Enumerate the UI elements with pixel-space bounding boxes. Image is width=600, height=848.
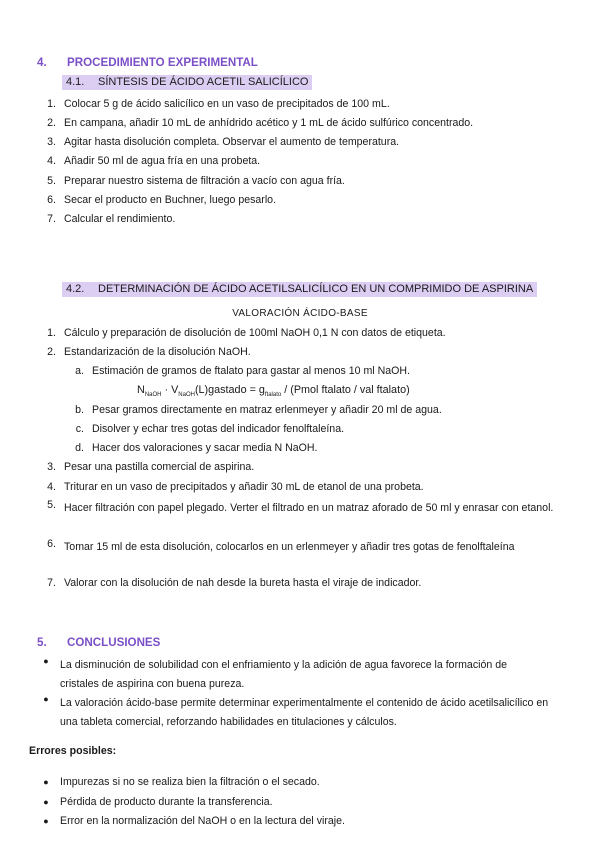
bullet-icon: ● — [43, 797, 49, 807]
bullet-icon: ● — [43, 694, 49, 704]
item-number: 2. — [47, 117, 56, 129]
section-title: PROCEDIMIENTO EXPERIMENTAL — [67, 56, 258, 69]
item-number: 6. — [47, 538, 56, 550]
bullet-item — [40, 776, 320, 788]
item-text: Valorar con la disolución de nah desde la bureta hasta el viraje de indicador. — [64, 577, 422, 589]
list-item — [36, 327, 446, 339]
section-title: CONCLUSIONES — [67, 636, 161, 649]
subsection-highlight — [62, 282, 537, 297]
item-text: Hacer dos valoraciones y sacar media N NaOH. — [92, 442, 318, 454]
list-item — [36, 481, 424, 493]
item-text: Cálculo y preparación de disolución de 100ml NaOH 0,1 N con datos de etiqueta. — [64, 327, 446, 339]
list-item — [36, 577, 421, 589]
bullet-item — [40, 656, 540, 694]
formula-n: N — [137, 384, 145, 396]
item-text: Impurezas si no se realiza bien la filtración o el secado. — [60, 776, 320, 788]
subsection-title: DETERMINACIÓN DE ÁCIDO ACETILSALICÍLICO EN UN COMPRIMIDO DE ASPIRINA — [98, 283, 534, 295]
item-number: 6. — [47, 194, 56, 206]
sub-list-item — [70, 365, 410, 377]
item-letter: a. — [75, 365, 84, 377]
subsection-number: 4.2. — [66, 283, 85, 295]
item-text: Tomar 15 ml de esta disolución, colocarlos en un erlenmeyer y añadir tres gotas de fenolftaleína — [64, 541, 515, 553]
formula-sub: NaOH — [178, 392, 195, 399]
list-item — [36, 194, 276, 206]
section-4-heading — [37, 56, 258, 69]
item-text: La disminución de solubilidad con el enfriamiento y la adición de agua favorece la formación de cristales de aspirina con buena pureza. — [60, 659, 507, 690]
bullet-item — [40, 796, 273, 808]
item-number: 4. — [47, 481, 56, 493]
item-number: 3. — [47, 461, 56, 473]
item-number: 7. — [47, 577, 56, 589]
item-number: 2. — [47, 346, 56, 358]
item-text: Disolver y echar tres gotas del indicador fenolftaleína. — [92, 423, 345, 435]
subsection-highlight — [62, 75, 312, 90]
item-number: 4. — [47, 155, 56, 167]
subsection-title: SÍNTESIS DE ÁCIDO ACETIL SALICÍLICO — [98, 76, 309, 88]
list-item — [36, 346, 251, 358]
list-item — [36, 461, 254, 473]
item-text: Estandarización de la disolución NaOH. — [64, 346, 251, 358]
list-item — [36, 98, 390, 110]
item-letter: c. — [75, 423, 84, 435]
item-text: Pesar una pastilla comercial de aspirina. — [64, 461, 255, 473]
list-item — [36, 117, 473, 129]
sub-list-item — [70, 423, 344, 435]
item-text: Secar el producto en Buchner, luego pesarlo. — [64, 194, 277, 206]
formula-sub: ftalato — [264, 392, 282, 399]
errors-heading: Errores posibles: — [29, 745, 117, 757]
bullet-icon: ● — [43, 777, 49, 787]
item-number: 5. — [47, 499, 56, 511]
item-number: 5. — [47, 175, 56, 187]
bullet-icon: ● — [43, 656, 49, 666]
item-number: 1. — [47, 327, 56, 339]
item-number: 3. — [47, 136, 56, 148]
item-letter: b. — [75, 404, 84, 416]
item-text: Pérdida de producto durante la transferencia. — [60, 796, 273, 808]
item-text: En campana, añadir 10 mL de anhídrido acético y 1 mL de ácido sulfúrico concentrado. — [64, 117, 474, 129]
item-text: Hacer filtración con papel plegado. Verter el filtrado en un matraz aforado de 50 ml y enrasar con etanol. — [64, 502, 554, 514]
sub-list-item — [70, 404, 442, 416]
formula-mid: (L)gastado = g — [194, 384, 265, 396]
list-item — [36, 155, 260, 167]
item-text: Error en la normalización del NaOH o en la lectura del viraje. — [60, 815, 345, 827]
item-letter: d. — [75, 442, 84, 454]
sub-list-item — [70, 442, 318, 454]
list-item — [36, 213, 175, 225]
bullet-item — [40, 815, 345, 827]
item-text: Añadir 50 ml de agua fría en una probeta. — [64, 155, 261, 167]
valoracion-subtitle: VALORACIÓN ÁCIDO-BASE — [232, 308, 368, 319]
formula-v: · V — [161, 384, 179, 396]
bullet-icon: ● — [43, 816, 49, 826]
section-5-heading — [37, 636, 160, 649]
item-text: Agitar hasta disolución completa. Observar el aumento de temperatura. — [64, 136, 400, 148]
subsection-4-2-heading — [62, 283, 537, 295]
item-text: Pesar gramos directamente en matraz erlenmeyer y añadir 20 ml de agua. — [92, 404, 442, 416]
item-number: 1. — [47, 98, 56, 110]
bullet-item — [40, 694, 568, 732]
item-text: Triturar en un vaso de precipitados y añadir 30 mL de etanol de una probeta. — [64, 481, 424, 493]
formula-sub: NaOH — [144, 392, 162, 399]
formula — [137, 384, 410, 398]
list-item — [36, 175, 345, 187]
section-number: 5. — [37, 636, 47, 649]
item-text: La valoración ácido-base permite determinar experimentalmente el contenido de ácido acetilsalicílico en una tableta comercial, reforzando habilidades en titulaciones y cálculos. — [60, 697, 549, 728]
item-text: Calcular el rendimiento. — [64, 213, 176, 225]
item-text: Estimación de gramos de ftalato para gastar al menos 10 ml NaOH. — [92, 365, 410, 377]
list-item — [36, 499, 572, 518]
subsection-number: 4.1. — [66, 76, 85, 88]
item-number: 7. — [47, 213, 56, 225]
list-item — [36, 538, 572, 557]
subsection-4-1-heading — [62, 76, 312, 88]
list-item — [36, 136, 399, 148]
section-number: 4. — [37, 56, 47, 69]
formula-end: / (Pmol ftalato / val ftalato) — [281, 384, 410, 396]
item-text: Colocar 5 g de ácido salicílico en un vaso de precipitados de 100 mL. — [64, 98, 390, 110]
item-text: Preparar nuestro sistema de filtración a vacío con agua fría. — [64, 175, 345, 187]
